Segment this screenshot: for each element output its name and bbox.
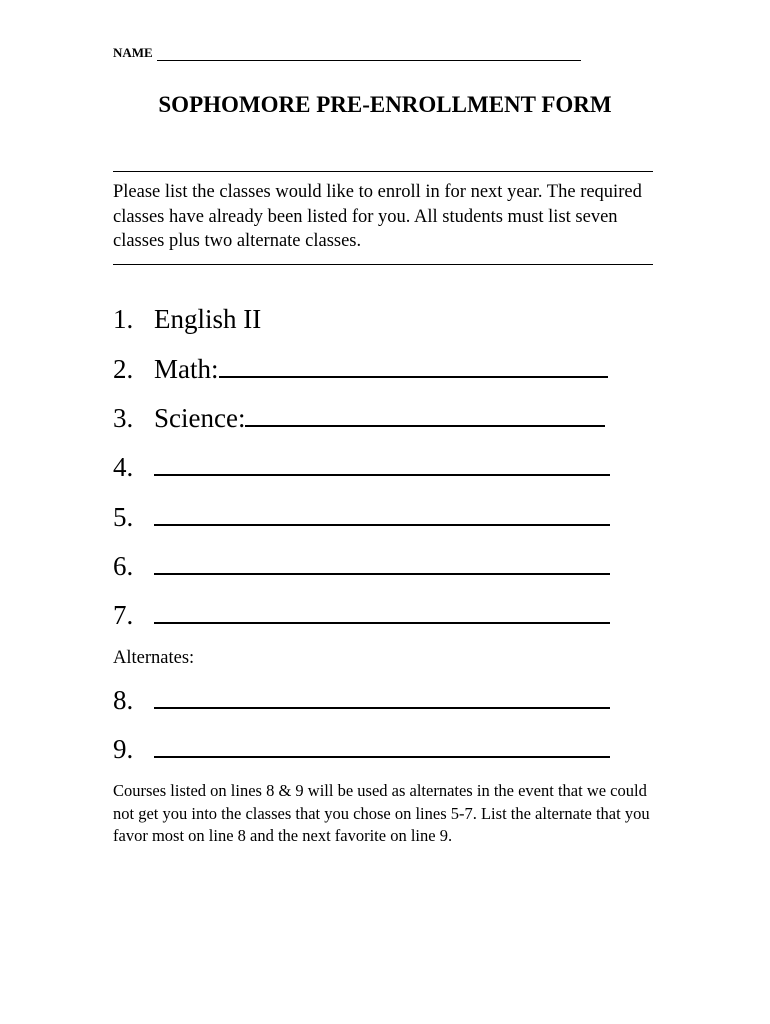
name-label: NAME: [113, 45, 153, 60]
class-line-7: [113, 600, 610, 631]
alternate-blank-line[interactable]: [154, 734, 610, 758]
line-number: 9.: [113, 734, 134, 764]
science-blank-line[interactable]: [245, 403, 605, 427]
class-line-6: [113, 551, 610, 582]
class-line-3: [113, 403, 605, 434]
alternate-line-9: [113, 734, 610, 765]
line-number: 7.: [113, 600, 134, 630]
name-input-line[interactable]: [157, 46, 581, 61]
instructions-text: Please list the classes would like to enroll in for next year. The required classes have already been listed for you. All students must list seven classes plus two alternate classes.: [113, 182, 642, 251]
line-number: 6.: [113, 551, 134, 581]
alternate-line-8: [113, 685, 610, 716]
line-label: English II: [154, 304, 262, 334]
name-field-row: [113, 45, 581, 61]
line-label: Math:: [154, 354, 219, 384]
line-number: 4.: [113, 452, 134, 482]
class-line-1: [113, 304, 261, 335]
math-blank-line[interactable]: [219, 354, 608, 378]
class-line-5: [113, 502, 610, 533]
alternate-blank-line[interactable]: [154, 685, 610, 709]
line-number: 1.: [113, 304, 134, 334]
class-line-2: [113, 354, 608, 385]
footer-note: Courses listed on lines 8 & 9 will be used as alternates in the event that we could not get you into the classes that you chose on lines 5-7. List the alternate that you favor most on line 8 and the next favorite on line 9.: [113, 781, 650, 845]
class-line-4: [113, 452, 610, 483]
line-number: 8.: [113, 685, 134, 715]
class-blank-line[interactable]: [154, 551, 610, 575]
divider-top: [113, 171, 653, 172]
alternates-heading: Alternates:: [113, 648, 195, 668]
line-number: 5.: [113, 502, 134, 532]
divider-bottom: [113, 264, 653, 265]
line-number: 2.: [113, 354, 134, 384]
page-title: SOPHOMORE PRE-ENROLLMENT FORM: [158, 92, 612, 117]
class-blank-line[interactable]: [154, 502, 610, 526]
line-number: 3.: [113, 403, 134, 433]
line-label: Science:: [154, 403, 246, 433]
class-blank-line[interactable]: [154, 452, 610, 476]
class-blank-line[interactable]: [154, 600, 610, 624]
